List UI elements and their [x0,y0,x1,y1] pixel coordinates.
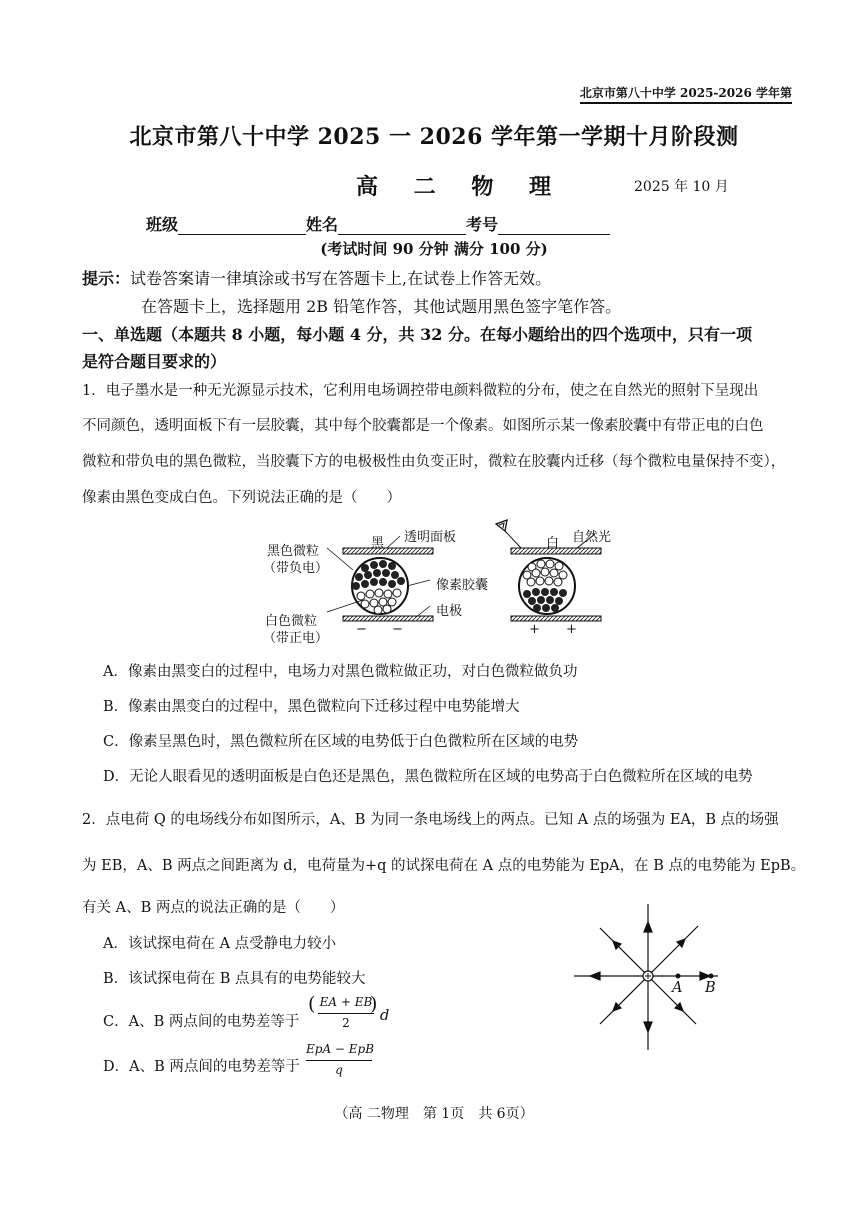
label-white: 白 [546,536,560,551]
sign-minus: − [392,622,403,637]
q2-option-c-denominator: 2 [342,1016,350,1030]
q1-option-c[interactable]: C．像素呈黑色时，黑色微粒所在区域的电势低于白色微粒所在区域的电势 [103,734,579,750]
label-black: 黑 [371,536,385,551]
q2-line2: 为 EB，A、B 两点之间距离为 d，电荷量为+q 的试探电荷在 A 点的电势能为 EpA，在 B 点的电势能为 EpB。 [82,858,806,874]
fraction-bar [318,1013,374,1014]
left-panel [343,548,433,554]
name-label: 姓名 [306,215,339,234]
sign-plus: + [566,622,577,637]
q2-option-d[interactable] [103,1055,300,1076]
point-b [709,974,714,979]
q1-line: 不同颜色，透明面板下有一层胶囊，其中每个胶囊都是一个像素。如图所示某一像素胶囊中有带正电的白色 [82,418,764,434]
close-paren: ) [370,993,378,1015]
exam-time: (考试时间 90 分钟 满分 100 分) [320,240,548,258]
q2-option-c[interactable] [103,1010,299,1031]
section-heading-line2: 是符合题目要求的） [82,352,227,371]
student-fields [146,212,610,235]
section-heading-line1: 一、单选题（本题共 8 小题，每小题 4 分，共 32 分。在每小题给出的四个选项中，只有一项 [82,325,752,344]
q2-line1: 2．点电荷 Q 的电场线分布如图所示，A、B 为同一条电场线上的两点。已知 A 点的场强为 EA，B 点的场强 [82,812,779,828]
sign-plus: + [529,622,540,637]
page-title: 北京市第八十中学 2025 一 2026 学年第一学期十月阶段测 [129,124,739,150]
header-tag: 北京市第八十中学 2025-2026 学年第 [580,84,792,104]
q2-line3: 有关 A、B 两点的说法正确的是（ ） [82,900,345,916]
notice-line2: 在答题卡上，选择题用 2B 铅笔作答，其他试题用黑色签字笔作答。 [141,297,622,316]
q2-option-c-suffix: d [380,1008,390,1024]
q2-option-c-prefix: C．A、B 两点间的电势差等于 [103,1014,300,1030]
exam-date: 2025 年 10 月 [634,179,729,195]
q2-option-d-prefix: D．A、B 两点间的电势差等于 [103,1059,300,1075]
label-black-particle: 黑色微粒 [267,544,320,559]
label-natural-light: 自然光 [572,530,612,545]
exam-no-blank[interactable] [498,218,610,235]
q1-option-a[interactable]: A．像素由黑变白的过程中，电场力对黑色微粒做正功，对白色微粒做负功 [103,664,578,680]
q2-option-c-numerator: EA + EB [319,995,373,1009]
label-white-particle: 白色微粒 [265,614,318,629]
exam-no-label: 考号 [466,215,499,234]
q2-option-a[interactable]: A．该试探电荷在 A 点受静电力较小 [103,936,337,952]
q1-line: 微粒和带负电的黑色微粒，当胶囊下方的电极极性由负变正时，微粒在胶囊内迁移（每个微粒电量保持不变）， [82,454,786,470]
open-paren: ( [308,993,316,1015]
field-line-figure [568,900,728,1056]
q2-option-b[interactable]: B．该试探电荷在 B 点具有的电势能较大 [103,971,366,987]
page-footer: （高 二物理 第 1页 共 6页） [334,1106,534,1122]
eye-icon [496,520,521,548]
label-black-charge: （带负电） [263,561,329,576]
label-panel: 透明面板 [404,530,457,545]
right-white-particles [523,560,567,586]
point-a [676,974,681,979]
label-point-b: B [705,980,716,996]
q2-option-d-numerator: EpA − EpB [306,1042,375,1056]
class-blank[interactable] [178,218,306,235]
fraction-bar [306,1060,372,1061]
q2-option-d-denominator: q [335,1063,343,1077]
notice-line1 [82,266,551,289]
q1-line: 像素由黑色变成白色。下列说法正确的是（ ） [82,490,401,506]
label-capsule: 像素胶囊 [436,578,489,593]
label-electrode: 电极 [436,604,463,619]
right-electrode [511,616,601,621]
sign-minus: − [356,622,367,637]
class-label: 班级 [146,215,179,234]
name-blank[interactable] [338,218,466,235]
label-point-a: A [672,980,683,996]
notice-text-1: 试卷答案请一律填涂或书写在答题卡上,在试卷上作答无效。 [130,269,552,288]
left-electrode [343,616,433,621]
q1-option-b[interactable]: B．像素由黑变白的过程中，黑色微粒向下迁移过程中电势能增大 [103,699,520,715]
notice-label: 提示： [82,269,131,288]
q1-option-d[interactable]: D．无论人眼看见的透明面板是白色还是黑色，黑色微粒所在区域的电势高于白色微粒所在区域的电势 [103,769,753,785]
subject-title: 高 二 物 理 [356,174,565,200]
label-white-charge: （带正电） [263,631,329,646]
q1-line: 1．电子墨水是一种无光源显示技术，它利用电场调控带电颜料微粒的分布，使之在自然光的照射下呈现出 [82,383,759,399]
